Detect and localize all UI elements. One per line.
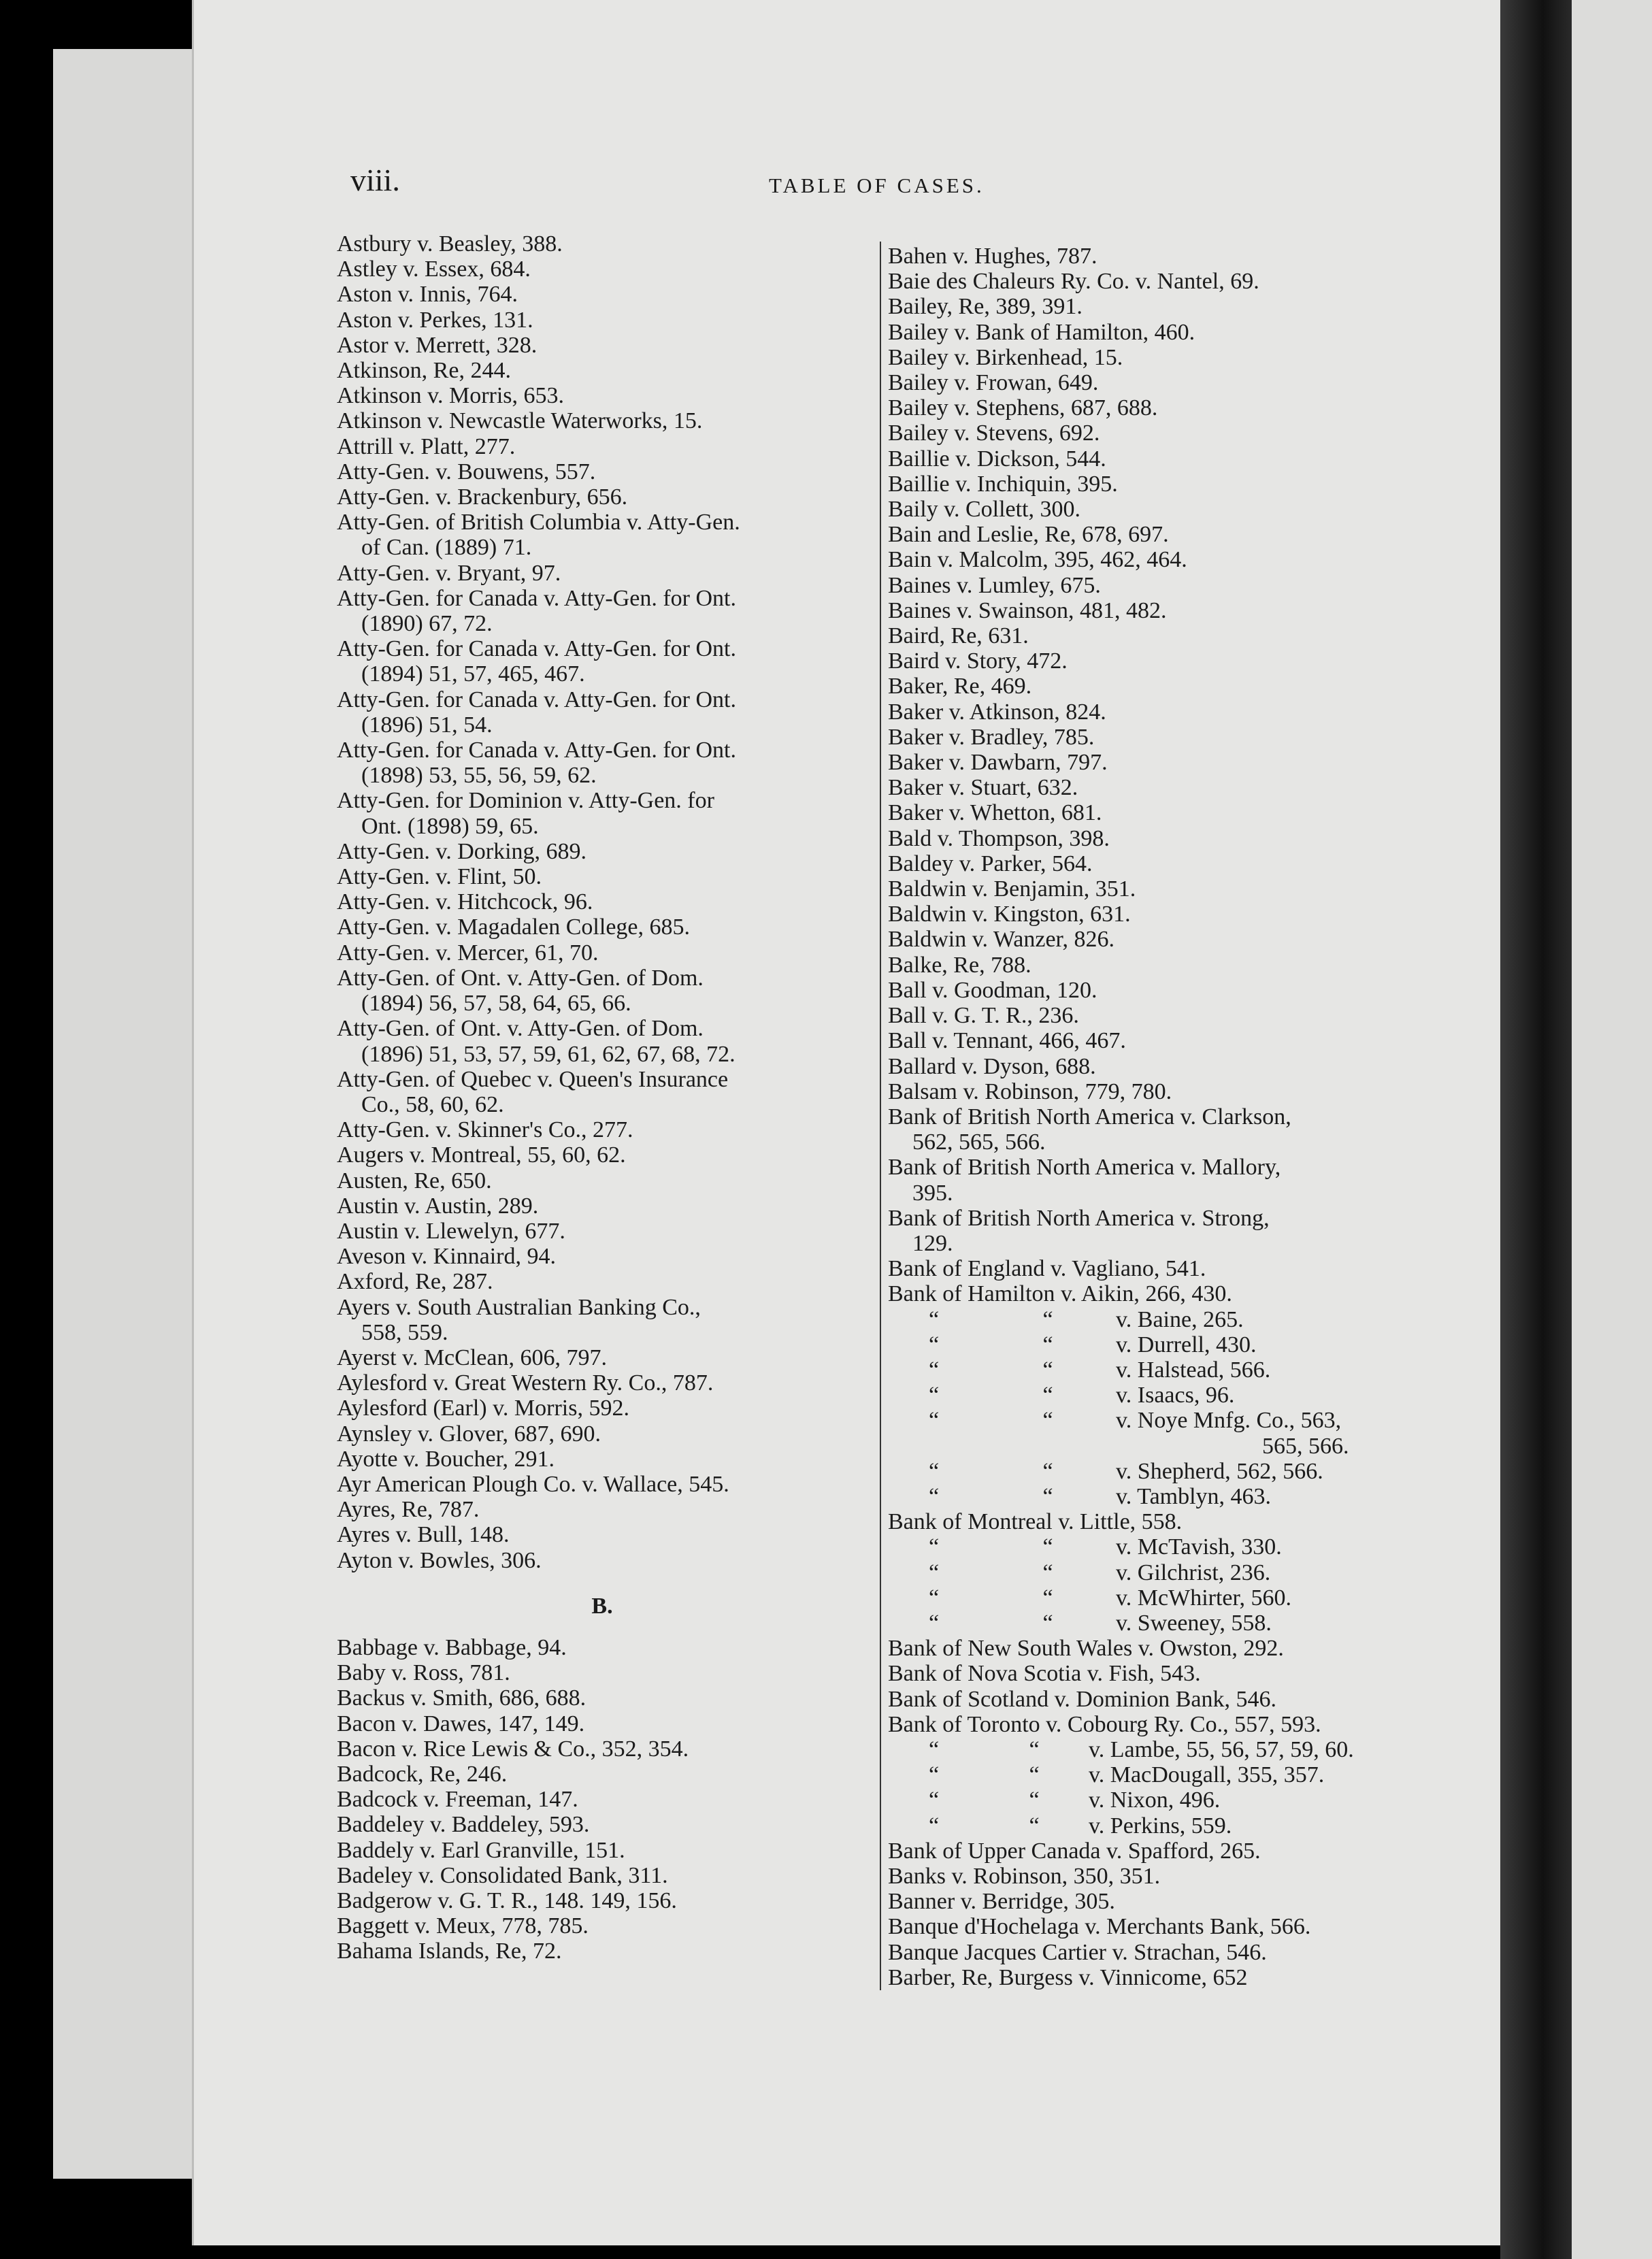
case-entry: Atty-Gen. for Canada v. Atty-Gen. for Ont. xyxy=(337,738,736,763)
case-entry: Bank of Hamilton v. Aikin, 266, 430. xyxy=(888,1281,1232,1307)
case-entry: Atty-Gen. v. Bryant, 97. xyxy=(337,560,561,586)
section-letter: B. xyxy=(591,1593,613,1619)
case-entry-text: v. Gilchrist, 236. xyxy=(1116,1560,1271,1585)
case-entry-ditto xyxy=(888,1787,1419,1813)
case-entry: 562, 565, 566. xyxy=(912,1130,1046,1155)
case-entry-text: v. Tamblyn, 463. xyxy=(1116,1483,1272,1509)
case-entry: Bank of Upper Canada v. Spafford, 265. xyxy=(888,1838,1261,1864)
case-entry: Balke, Re, 788. xyxy=(888,952,1031,978)
case-entry: Bailey v. Stephens, 687, 688. xyxy=(888,395,1158,421)
ditto-mark: “ xyxy=(1029,1736,1040,1762)
case-entry: Atty-Gen. v. Bouwens, 557. xyxy=(337,459,596,484)
case-entry-ditto xyxy=(888,1383,1419,1408)
case-entry: Ball v. Tennant, 466, 467. xyxy=(888,1028,1126,1054)
ditto-mark: “ xyxy=(1029,1762,1040,1788)
case-entry: Baddely v. Earl Granville, 151. xyxy=(337,1837,625,1863)
case-entry: Baker v. Bradley, 785. xyxy=(888,724,1095,750)
case-entry: Atty-Gen. of Quebec v. Queen's Insurance xyxy=(337,1066,729,1092)
case-entry: Atty-Gen. v. Dorking, 689. xyxy=(337,838,587,864)
case-entry: Babbage v. Babbage, 94. xyxy=(337,1634,567,1660)
case-entry: Bailey v. Bank of Hamilton, 460. xyxy=(888,319,1195,345)
case-entry: Balsam v. Robinson, 779, 780. xyxy=(888,1078,1172,1104)
case-entry: Astbury v. Beasley, 388. xyxy=(337,231,563,257)
case-entry: Bailey v. Frowan, 649. xyxy=(888,370,1099,396)
case-entry: Bank of British North America v. Clarkson, xyxy=(888,1104,1291,1130)
case-entry: (1894) 56, 57, 58, 64, 65, 66. xyxy=(361,991,631,1017)
case-entry: Baird, Re, 631. xyxy=(888,623,1029,649)
case-entry-text: v. Shepherd, 562, 566. xyxy=(1116,1458,1323,1484)
case-entry: Bank of British North America v. Mallory, xyxy=(888,1155,1281,1181)
case-entry: Augers v. Montreal, 55, 60, 62. xyxy=(337,1142,626,1168)
ditto-mark: “ xyxy=(928,1306,940,1332)
case-entry-ditto xyxy=(888,1459,1419,1484)
case-entry: Badgerow v. G. T. R., 148. 149, 156. xyxy=(337,1888,677,1913)
case-entry: Bank of British North America v. Strong, xyxy=(888,1205,1270,1231)
case-entry: Atty-Gen. v. Hitchcock, 96. xyxy=(337,889,593,915)
case-entry: Ayers v. South Australian Banking Co., xyxy=(337,1294,701,1320)
case-entry: Atty-Gen. for Dominion v. Atty-Gen. for xyxy=(337,788,714,814)
case-entry: Atty-Gen. v. Skinner's Co., 277. xyxy=(337,1117,633,1143)
ditto-mark: “ xyxy=(1042,1458,1053,1484)
ditto-mark: “ xyxy=(1029,1787,1040,1813)
ditto-mark: “ xyxy=(1042,1560,1053,1585)
case-entry: Atty-Gen. v. Magadalen College, 685. xyxy=(337,914,690,940)
case-entry-ditto xyxy=(888,1611,1419,1636)
case-entry-text: v. Perkins, 559. xyxy=(1089,1813,1232,1838)
ditto-mark: “ xyxy=(928,1408,940,1434)
case-entry: Atty-Gen. of British Columbia v. Atty-Gen. xyxy=(337,510,740,535)
book-spine xyxy=(1500,0,1572,2259)
running-title: TABLE OF CASES. xyxy=(769,174,985,197)
case-entry: Bailey v. Birkenhead, 15. xyxy=(888,344,1123,370)
page-number: viii. xyxy=(350,163,400,197)
case-entry: Bailey v. Stevens, 692. xyxy=(888,421,1100,446)
case-entry: Bank of England v. Vagliano, 541. xyxy=(888,1256,1206,1282)
case-entry: Baby v. Ross, 781. xyxy=(337,1660,510,1686)
case-entry: Atty-Gen. v. Flint, 50. xyxy=(337,864,542,890)
case-entry: Atty-Gen. v. Brackenbury, 656. xyxy=(337,484,628,510)
facing-page-edge xyxy=(1572,0,1652,2259)
case-entry: Baldwin v. Benjamin, 351. xyxy=(888,876,1136,902)
case-entry: Attrill v. Platt, 277. xyxy=(337,433,516,459)
left-column xyxy=(337,231,868,1964)
case-entry-text: v. Nixon, 496. xyxy=(1089,1787,1221,1813)
ditto-mark: “ xyxy=(928,1560,940,1585)
case-entry-ditto xyxy=(888,1534,1419,1560)
ditto-mark: “ xyxy=(928,1458,940,1484)
case-entry: Astor v. Merrett, 328. xyxy=(337,332,538,358)
ditto-mark: “ xyxy=(1042,1483,1053,1509)
ditto-mark: “ xyxy=(928,1610,940,1636)
ditto-mark: “ xyxy=(1042,1610,1053,1636)
case-entry-ditto xyxy=(888,1332,1419,1357)
ditto-mark: “ xyxy=(1042,1408,1053,1434)
case-entry: Baker v. Stuart, 632. xyxy=(888,775,1078,801)
case-entry: Aston v. Perkes, 131. xyxy=(337,307,533,333)
case-entry: Ayres, Re, 787. xyxy=(337,1497,480,1523)
case-entry: Barber, Re, Burgess v. Vinnicome, 652 xyxy=(888,1964,1248,1990)
case-entry: Baker v. Dawbarn, 797. xyxy=(888,750,1108,776)
case-entry: Aston v. Innis, 764. xyxy=(337,282,518,308)
ditto-mark: “ xyxy=(1042,1383,1053,1408)
case-entry: Ont. (1898) 59, 65. xyxy=(361,813,539,839)
case-entry: Baddeley v. Baddeley, 593. xyxy=(337,1812,590,1838)
case-entry: Atty-Gen. for Canada v. Atty-Gen. for Ont. xyxy=(337,636,736,662)
case-entry: Bald v. Thompson, 398. xyxy=(888,825,1110,851)
ditto-mark: “ xyxy=(928,1483,940,1509)
case-entry: Banks v. Robinson, 350, 351. xyxy=(888,1864,1161,1889)
case-entry-ditto xyxy=(888,1737,1419,1762)
case-entry-ditto xyxy=(888,1484,1419,1509)
ditto-mark: “ xyxy=(928,1534,940,1560)
case-entry-text: v. Noye Mnfg. Co., 563, xyxy=(1116,1408,1342,1434)
case-entry: Bank of Montreal v. Little, 558. xyxy=(888,1509,1183,1535)
case-entry-text: v. McTavish, 330. xyxy=(1116,1534,1282,1560)
case-entry: Baines v. Swainson, 481, 482. xyxy=(888,597,1167,623)
case-entry: Aylesford v. Great Western Ry. Co., 787. xyxy=(337,1370,714,1396)
case-entry-text: v. Halstead, 566. xyxy=(1116,1357,1271,1383)
case-entry: Bailey, Re, 389, 391. xyxy=(888,294,1083,320)
ditto-mark: “ xyxy=(1042,1585,1053,1611)
case-entry: Aynsley v. Glover, 687, 690. xyxy=(337,1421,601,1447)
case-entry-ditto xyxy=(888,1813,1419,1838)
case-entry: (1894) 51, 57, 465, 467. xyxy=(361,661,585,687)
case-entry: Baker v. Atkinson, 824. xyxy=(888,699,1106,725)
case-entry-ditto xyxy=(888,1307,1419,1332)
ditto-mark: “ xyxy=(928,1787,940,1813)
case-entry: Baker, Re, 469. xyxy=(888,674,1032,699)
case-entry: Bahen v. Hughes, 787. xyxy=(888,244,1097,269)
case-entry: Baie des Chaleurs Ry. Co. v. Nantel, 69. xyxy=(888,269,1259,295)
case-entry: Bahama Islands, Re, 72. xyxy=(337,1939,562,1964)
case-entry: 129. xyxy=(912,1230,953,1256)
case-entry: Atkinson v. Morris, 653. xyxy=(337,383,565,409)
case-entry: Bacon v. Rice Lewis & Co., 352, 354. xyxy=(337,1736,689,1762)
case-entry: of Can. (1889) 71. xyxy=(361,535,532,561)
case-entry: 395. xyxy=(912,1180,953,1206)
case-entry: Aveson v. Kinnaird, 94. xyxy=(337,1244,557,1270)
case-entry: Austin v. Llewelyn, 677. xyxy=(337,1218,565,1244)
case-entry: Badcock, Re, 246. xyxy=(337,1761,508,1787)
case-entry: Ayres v. Bull, 148. xyxy=(337,1522,510,1548)
ditto-mark: “ xyxy=(928,1736,940,1762)
case-entry: Ball v. G. T. R., 236. xyxy=(888,1003,1079,1029)
case-entry: Bank of New South Wales v. Owston, 292. xyxy=(888,1636,1284,1662)
ditto-mark: “ xyxy=(928,1762,940,1788)
case-entry: Atty-Gen. for Canada v. Atty-Gen. for Ont. xyxy=(337,585,736,611)
case-entry: Austin v. Austin, 289. xyxy=(337,1193,539,1219)
case-entry-ditto xyxy=(888,1560,1419,1585)
ditto-mark: “ xyxy=(1042,1534,1053,1560)
case-entry-ditto xyxy=(888,1762,1419,1787)
ditto-mark: “ xyxy=(928,1332,940,1357)
case-entry-ditto xyxy=(888,1408,1419,1433)
case-entry-text: v. Durrell, 430. xyxy=(1116,1332,1257,1357)
case-entry: Banner v. Berridge, 305. xyxy=(888,1889,1115,1915)
case-entry: Baldwin v. Wanzer, 826. xyxy=(888,927,1114,953)
case-entry: Baggett v. Meux, 778, 785. xyxy=(337,1913,589,1939)
case-entry: Atty-Gen. of Ont. v. Atty-Gen. of Dom. xyxy=(337,965,704,991)
case-entry: Ballard v. Dyson, 688. xyxy=(888,1053,1096,1079)
ditto-mark: “ xyxy=(928,1357,940,1383)
case-entry: Baillie v. Dickson, 544. xyxy=(888,446,1106,472)
ditto-mark: “ xyxy=(1042,1332,1053,1357)
case-entry: (1896) 51, 54. xyxy=(361,712,493,738)
ditto-mark: “ xyxy=(1042,1357,1053,1383)
case-entry: Badcock v. Freeman, 147. xyxy=(337,1787,578,1813)
case-entry: Badeley v. Consolidated Bank, 311. xyxy=(337,1862,668,1888)
case-entry: Baily v. Collett, 300. xyxy=(888,497,1081,523)
case-entry: Banque Jacques Cartier v. Strachan, 546. xyxy=(888,1939,1267,1965)
ditto-mark: “ xyxy=(1042,1306,1053,1332)
case-entry: Atty-Gen. of Ont. v. Atty-Gen. of Dom. xyxy=(337,1016,704,1042)
case-entry: 565, 566. xyxy=(1262,1433,1349,1459)
case-entry: (1896) 51, 53, 57, 59, 61, 62, 67, 68, 72. xyxy=(361,1041,736,1067)
case-entry-ditto xyxy=(888,1585,1419,1611)
case-entry: Aylesford (Earl) v. Morris, 592. xyxy=(337,1396,629,1421)
case-entry-text: v. McWhirter, 560. xyxy=(1116,1585,1291,1611)
case-entry: Austen, Re, 650. xyxy=(337,1168,492,1193)
case-entry: Baldey v. Parker, 564. xyxy=(888,851,1093,876)
case-entry: 558, 559. xyxy=(361,1319,448,1345)
case-entry: Baker v. Whetton, 681. xyxy=(888,800,1102,826)
case-entry: Baird v. Story, 472. xyxy=(888,648,1068,674)
case-entry: Atty-Gen. for Canada v. Atty-Gen. for Ont. xyxy=(337,687,736,712)
right-column xyxy=(888,244,1419,1990)
case-entry: Atkinson, Re, 244. xyxy=(337,358,511,384)
ditto-mark: “ xyxy=(1029,1813,1040,1838)
column-divider xyxy=(880,242,881,1990)
case-entry: Bain v. Malcolm, 395, 462, 464. xyxy=(888,547,1187,573)
case-entry: Atty-Gen. v. Mercer, 61, 70. xyxy=(337,940,599,966)
case-entry-text: v. Sweeney, 558. xyxy=(1116,1610,1272,1636)
case-entry-text: v. Baine, 265. xyxy=(1116,1306,1244,1332)
case-entry: (1898) 53, 55, 56, 59, 62. xyxy=(361,763,597,789)
case-entry: Ayerst v. McClean, 606, 797. xyxy=(337,1345,607,1370)
case-entry: Bacon v. Dawes, 147, 149. xyxy=(337,1711,585,1736)
case-entry: Ayton v. Bowles, 306. xyxy=(337,1547,542,1573)
case-entry: Astley v. Essex, 684. xyxy=(337,257,531,282)
case-entry-text: v. MacDougall, 355, 357. xyxy=(1089,1762,1325,1788)
case-entry: Ayotte v. Boucher, 291. xyxy=(337,1446,555,1472)
case-entry: Backus v. Smith, 686, 688. xyxy=(337,1685,587,1711)
case-entry: Banque d'Hochelaga v. Merchants Bank, 566. xyxy=(888,1914,1311,1940)
case-entry: Baillie v. Inchiquin, 395. xyxy=(888,471,1118,497)
case-entry-text: v. Lambe, 55, 56, 57, 59, 60. xyxy=(1089,1736,1354,1762)
case-entry: Bank of Toronto v. Cobourg Ry. Co., 557, 593. xyxy=(888,1711,1321,1737)
ditto-mark: “ xyxy=(928,1585,940,1611)
case-entry: Bank of Nova Scotia v. Fish, 543. xyxy=(888,1661,1201,1687)
case-entry: Axford, Re, 287. xyxy=(337,1269,493,1295)
case-entry: Ayr American Plough Co. v. Wallace, 545. xyxy=(337,1471,729,1497)
case-entry-ditto xyxy=(888,1357,1419,1383)
ditto-mark: “ xyxy=(928,1813,940,1838)
case-entry: Baldwin v. Kingston, 631. xyxy=(888,902,1131,927)
case-entry: Co., 58, 60, 62. xyxy=(361,1091,504,1117)
case-entry: Ball v. Goodman, 120. xyxy=(888,977,1097,1003)
case-entry: (1890) 67, 72. xyxy=(361,611,493,637)
ditto-mark: “ xyxy=(928,1383,940,1408)
case-entry-text: v. Isaacs, 96. xyxy=(1116,1383,1235,1408)
case-entry: Baines v. Lumley, 675. xyxy=(888,572,1101,598)
case-entry: Atkinson v. Newcastle Waterworks, 15. xyxy=(337,408,703,434)
case-entry: Bank of Scotland v. Dominion Bank, 546. xyxy=(888,1686,1277,1712)
case-entry: Bain and Leslie, Re, 678, 697. xyxy=(888,522,1169,548)
